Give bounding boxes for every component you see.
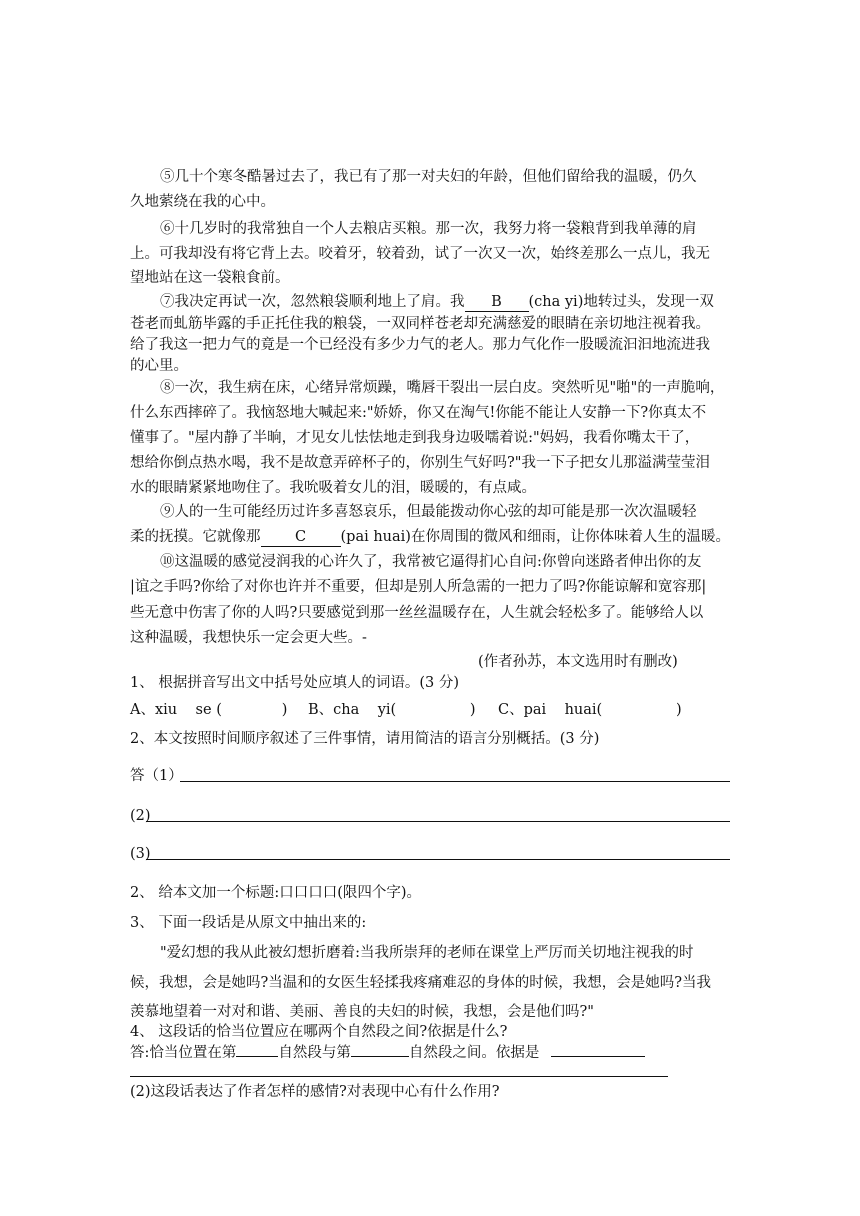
question-position: 4、 这段话的恰当位置应在哪两个自然段之间?依据是什么? bbox=[130, 1024, 508, 1040]
question-excerpt: 3、 下面一段话是从原文中抽出来的: bbox=[130, 915, 367, 931]
paragraph-9-line-1: ⑨人的一生可能经历过许多喜怒哀乐，但最能拨动你心弦的却可能是那一次次温暖轻 bbox=[160, 504, 697, 520]
paragraph-7-line-1 bbox=[160, 291, 714, 313]
paragraph-8-line-3: 懂事了。"屋内静了半晌，才见女儿怯怯地走到我身边吸嚅着说:"妈妈，我看你嘴太干了， bbox=[130, 430, 700, 446]
question-1-option-b: B、cha yi( ) bbox=[308, 702, 476, 718]
paragraph-10-line-2: |谊之手吗?你给了对你也许并不重要，但却是别人所急需的一把力了吗?你能谅解和宽容那| bbox=[130, 579, 707, 595]
paragraph-7-text-b: (cha yi)地转过头，发现一双 bbox=[528, 294, 714, 310]
paragraph-5-line-2: 久地萦绕在我的心中。 bbox=[130, 194, 275, 210]
question-2: 2、本文按照时间顺序叙述了三件事情，请用简洁的语言分别概括。(3 分) bbox=[130, 731, 600, 747]
answer-position-text-a: 答:恰当位置在第 bbox=[130, 1045, 237, 1061]
paragraph-9-line-2 bbox=[130, 526, 730, 548]
paragraph-9-text-b: (pai huai)在你周围的微风和细雨，让你体味着人生的温暖。 bbox=[340, 529, 730, 545]
blank-paragraph-1[interactable] bbox=[236, 1056, 278, 1057]
source-note: (作者孙苏，本文选用时有删改) bbox=[478, 654, 678, 670]
blank-basis[interactable] bbox=[551, 1056, 645, 1057]
paragraph-5-line-1: ⑤几十个寒冬酷暑过去了，我已有了那一对夫妇的年龄，但他们留给我的温暖，仍久 bbox=[160, 169, 697, 185]
paragraph-8-line-5: 水的眼睛紧紧地吻住了。我吮吸着女儿的泪，暖暖的，有点咸。 bbox=[130, 480, 536, 496]
fill-blank-b: B bbox=[465, 293, 529, 312]
paragraph-8-line-2: 什么东西摔碎了。我恼怒地大喊起来:"娇娇，你又在淘气!你能不能让人安静一下?你真太不 bbox=[130, 405, 707, 421]
question-1: 1、 根据拼音写出文中括号处应填人的词语。(3 分) bbox=[130, 675, 459, 691]
answer-1-label: 答（1） bbox=[130, 768, 183, 784]
paragraph-7-line-4: 的心里。 bbox=[130, 358, 188, 374]
paragraph-10-line-4: 这种温暖，我想快乐一定会更大些。- bbox=[130, 630, 367, 646]
answer-basis-line[interactable] bbox=[130, 1076, 668, 1077]
answer-3-label: (3) bbox=[130, 846, 151, 862]
quote-line-1: "爱幻想的我从此被幻想折磨着:当我所崇拜的老师在课堂上严厉而关切地注视我的时 bbox=[160, 945, 694, 961]
answer-2-line[interactable] bbox=[146, 821, 730, 822]
answer-1-line[interactable] bbox=[180, 781, 730, 782]
paragraph-7-line-3: 给了我这一把力气的竟是一个已经没有多少力气的老人。那力气化作一股暖流汩汩地流进我 bbox=[130, 337, 710, 353]
answer-position-text-c: 自然段之间。依据是 bbox=[408, 1045, 540, 1061]
paragraph-7-line-2: 苍老而虬筋毕露的手正托住我的粮袋，一双同样苍老却充满慈爱的眼睛在亲切地注视着我。 bbox=[130, 316, 710, 332]
answer-3-line[interactable] bbox=[146, 859, 730, 860]
answer-position-text-b: 自然段与第 bbox=[278, 1045, 351, 1061]
paragraph-8-line-4: 想给你倒点热水喝，我不是故意弄碎杯子的，你别生气好吗?"我一下子把女儿那溢满莹莹泪 bbox=[130, 455, 710, 471]
question-title: 2、 给本文加一个标题:口口口口(限四个字)。 bbox=[130, 885, 422, 901]
quote-line-2: 候，我想，会是她吗?当温和的女医生轻揉我疼痛难忍的身体的时候，我想，会是她吗?当我 bbox=[130, 975, 712, 991]
question-feeling: (2)这段话表达了作者怎样的感情?对表现中心有什么作用? bbox=[130, 1084, 500, 1100]
paragraph-10-line-3: 些无意中伤害了你的人吗?只要感觉到那一丝丝温暖存在，人生就会轻松多了。能够给人以 bbox=[130, 605, 704, 621]
answer-position-row bbox=[130, 1042, 645, 1064]
paragraph-6-line-1: ⑥十几岁时的我常独自一个人去粮店买粮。那一次，我努力将一袋粮背到我单薄的肩 bbox=[160, 221, 697, 237]
blank-paragraph-2[interactable] bbox=[351, 1056, 409, 1057]
paragraph-8-line-1: ⑧一次，我生病在床，心绪异常烦躁，嘴唇干裂出一层白皮。突然听见"啪"的一声脆响， bbox=[160, 380, 725, 396]
answer-2-label: (2) bbox=[130, 808, 151, 824]
paragraph-9-text-a: 柔的抚摸。它就像那 bbox=[130, 529, 261, 545]
paragraph-6-line-3: 望地站在这一袋粮食前。 bbox=[130, 270, 290, 286]
quote-line-3: 羡慕地望着一对对和谐、美丽、善良的夫妇的时候，我想，会是他们吗?" bbox=[130, 1004, 594, 1020]
question-1-option-c: C、pai huai( ) bbox=[498, 702, 682, 718]
paragraph-7-text-a: ⑦我决定再试一次，忽然粮袋顺利地上了肩。我 bbox=[160, 294, 465, 310]
paragraph-6-line-2: 上。可我却没有将它背上去。咬着牙，较着劲，试了一次又一次，始终差那么一点儿，我无 bbox=[130, 246, 710, 262]
question-1-option-a: A、xiu se ( ) bbox=[130, 702, 288, 718]
paragraph-10-line-1: ⑩这温暖的感觉浸润我的心许久了，我常被它逼得扪心自问:你曾向迷路者伸出你的友 bbox=[160, 554, 702, 570]
fill-blank-c: C bbox=[261, 528, 341, 547]
